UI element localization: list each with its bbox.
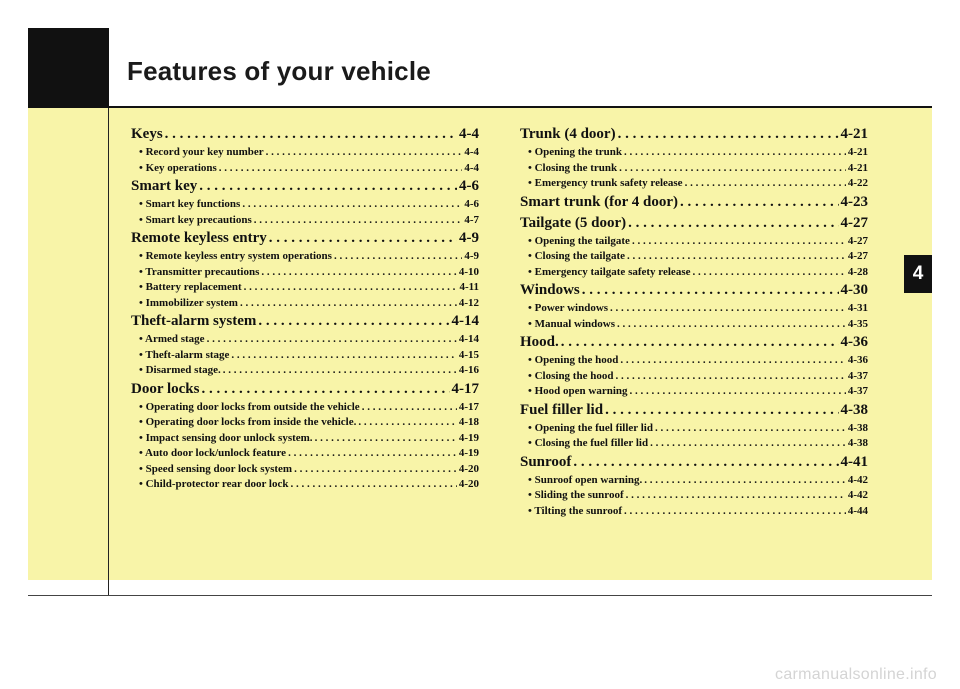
dot-leader [266,145,463,161]
toc-entry-title: Smart trunk (for 4 door) [520,193,679,210]
toc-entry[interactable] [131,228,479,249]
toc-subentry[interactable] [520,384,868,400]
toc-subentry[interactable] [520,504,868,520]
toc-subentry-page: 4-44 [847,504,868,517]
toc-entry-title: Trunk (4 door) [520,126,616,142]
toc-subentries [520,234,868,281]
toc-subentry-title: • Immobilizer system [139,296,238,309]
toc-subentry-title: • Power windows [528,302,609,314]
toc-subentry-title: • Sliding the sunroof [528,489,624,501]
toc-subentry-title: • Operating door locks from outside the vehicle [139,400,360,413]
dot-leader [624,504,846,520]
toc-subentry-page: 4-19 [458,431,479,444]
toc-entry[interactable] [520,332,868,353]
toc-subentry-page: 4-20 [458,478,479,490]
toc-subentries [131,332,479,379]
toc-entry-title: Theft-alarm system [131,313,257,329]
toc-subentry[interactable] [520,421,868,437]
toc-subentry-page: 4-22 [847,177,868,189]
toc-subentry[interactable] [131,197,479,213]
dot-leader [692,265,845,281]
toc-subentries [520,473,868,520]
toc-entry-title: Remote keyless entry [131,230,267,246]
toc-subentry-title: • Theft-alarm stage [139,348,230,361]
toc-subentry-page: 4-17 [458,400,479,413]
toc-subentry-title: • Closing the hood [528,369,614,382]
chapter-header-block [28,28,109,108]
toc-entry[interactable] [520,452,868,473]
toc-subentry[interactable] [131,213,479,229]
toc-subentry-title: • Smart key precautions [139,213,252,226]
toc-entry[interactable] [520,124,868,145]
toc-subentry-title: • Tilting the sunroof [528,504,623,517]
toc-entry-page: 4-38 [840,401,868,418]
dot-leader [620,353,845,369]
toc-entry-page: 4-21 [840,126,868,142]
toc-subentry[interactable] [131,249,479,265]
toc-subentry-page: 4-16 [458,364,479,376]
toc-subentry-page: 4-7 [464,213,479,226]
toc-subentry-title: • Opening the trunk [528,146,623,158]
toc-subentry[interactable] [520,436,868,452]
toc-entry[interactable] [520,400,868,421]
toc-subentry[interactable] [131,363,479,379]
toc-section [520,332,868,400]
dot-leader [223,363,457,379]
dot-leader [627,249,846,265]
toc-subentry-title: • Auto door lock/unlock feature [139,447,287,459]
toc-subentry-title: • Opening the hood [528,354,619,366]
toc-subentries [131,145,479,176]
dot-leader [632,234,846,250]
toc-entry-page: 4-36 [840,334,868,350]
toc-subentries [520,421,868,452]
toc-subentries [131,249,479,311]
toc-subentry-title: • Smart key functions [139,198,241,210]
toc-entry-title: Fuel filler lid [520,401,604,418]
dot-leader [685,176,846,192]
toc-subentry-page: 4-28 [847,265,868,278]
toc-subentry[interactable] [131,400,479,416]
dot-leader [605,400,838,421]
toc-subentry[interactable] [520,301,868,317]
toc-subentries [520,353,868,400]
dot-leader [261,265,456,281]
toc-subentry-page: 4-12 [458,296,479,309]
toc-subentry-page: 4-37 [847,385,868,397]
toc-subentry-title: • Operating door locks from inside the vehicle. [139,416,357,428]
toc-subentry-title: • Closing the tailgate [528,250,626,262]
toc-subentry[interactable] [131,446,479,462]
toc-subentry-page: 4-42 [847,489,868,501]
toc-subentry[interactable] [131,431,479,447]
toc-subentry[interactable] [520,234,868,250]
toc-subentry-title: • Battery replacement [139,281,242,293]
toc-subentry-page: 4-27 [847,234,868,247]
toc-subentry-title: • Opening the tailgate [528,234,630,247]
dot-leader [650,436,846,452]
toc-subentry[interactable] [520,176,868,192]
toc-entry-title: Hood. [520,334,559,350]
toc-subentry-title: • Key operations [139,161,217,174]
toc-subentry[interactable] [131,332,479,348]
page-title: Features of your vehicle [127,56,431,86]
toc-left-column [131,124,479,493]
toc-subentry-title: • Emergency trunk safety release [528,177,683,189]
dot-leader [358,415,457,431]
watermark: carmanualsonline.info [775,666,937,683]
dot-leader [254,213,463,229]
toc-subentry[interactable] [131,265,479,281]
toc-section [520,400,868,452]
toc-section [520,124,868,192]
toc-subentry[interactable] [520,317,868,333]
toc-subentry-title: • Manual windows [528,317,615,330]
toc-entry-title: Door locks [131,380,200,397]
toc-subentry-page: 4-4 [464,146,479,158]
dot-leader [615,369,845,385]
toc-subentry-page: 4-38 [847,437,868,449]
toc-subentry-title: • Disarmed stage. [139,364,221,376]
dot-leader [294,462,457,478]
dot-leader [655,421,846,437]
toc-entry-title: Sunroof [520,453,572,470]
dot-leader [617,317,846,333]
toc-subentry-page: 4-37 [847,369,868,382]
toc-subentry-page: 4-9 [464,250,479,262]
toc-subentry-page: 4-31 [847,302,868,314]
toc-section [131,228,479,311]
toc-entry-page: 4-9 [459,230,479,246]
toc-subentry-title: • Record your key number [139,146,264,158]
toc-subentry-title: • Armed stage [139,333,205,345]
dot-leader [269,228,457,249]
toc-entry[interactable] [520,192,868,213]
toc-entry[interactable] [131,124,479,145]
toc-subentry-page: 4-21 [847,146,868,158]
toc-entry-page: 4-23 [840,193,868,210]
toc-subentry-page: 4-10 [458,265,479,278]
toc-subentry[interactable] [520,161,868,177]
dot-leader [199,176,457,197]
toc-subentry[interactable] [131,462,479,478]
dot-leader [619,161,846,177]
toc-subentry-page: 4-18 [458,416,479,428]
dot-leader [240,296,457,312]
toc-subentry-title: • Speed sensing door lock system [139,462,293,475]
toc-subentry-page: 4-15 [458,348,479,361]
toc-subentry-page: 4-6 [464,198,479,210]
dot-leader [610,301,846,317]
toc-subentry-title: • Opening the fuel filler lid [528,421,653,434]
toc-subentry[interactable] [520,353,868,369]
toc-entry-page: 4-4 [459,126,479,142]
toc-subentry-page: 4-36 [847,354,868,366]
dot-leader [680,192,838,213]
toc-subentry-page: 4-21 [847,161,868,174]
dot-leader [207,332,457,348]
toc-subentry[interactable] [131,145,479,161]
dot-leader [219,161,463,177]
toc-subentry-title: • Sunroof open warning. [528,473,643,486]
toc-subentry[interactable] [520,265,868,281]
dot-leader [618,124,839,145]
toc-subentry-page: 4-14 [458,333,479,345]
margin-divider [108,108,109,596]
toc-subentries [131,400,479,493]
toc-subentry-title: • Emergency tailgate safety release [528,265,691,278]
dot-leader [165,124,457,145]
toc-subentry[interactable] [131,348,479,364]
dot-leader [628,213,838,234]
dot-leader [626,488,846,504]
toc-entry[interactable] [131,311,479,332]
toc-entry-title: Windows [520,282,580,298]
dot-leader [362,400,457,416]
dot-leader [630,384,846,400]
toc-subentry-title: • Hood open warning [528,385,628,397]
toc-subentry[interactable] [131,415,479,431]
dot-leader [244,280,458,296]
toc-section [131,124,479,176]
toc-entry-title: Keys [131,126,163,142]
toc-entry-page: 4-41 [840,453,868,470]
toc-subentry[interactable] [520,369,868,385]
dot-leader [334,249,462,265]
toc-section [131,311,479,379]
footer-rule [28,595,932,596]
dot-leader [624,145,846,161]
toc-entry-title: Tailgate (5 door) [520,214,627,231]
toc-subentry-page: 4-38 [847,421,868,434]
toc-subentries [520,301,868,332]
dot-leader [291,477,457,493]
toc-entry-page: 4-14 [451,313,479,329]
dot-leader [561,332,839,353]
toc-subentry-page: 4-11 [459,281,479,293]
toc-subentries [520,145,868,192]
toc-entry[interactable] [131,176,479,197]
toc-subentry-title: • Transmitter precautions [139,265,260,278]
dot-leader [231,348,456,364]
toc-subentry[interactable] [520,473,868,489]
dot-leader [201,379,449,400]
dot-leader [315,431,457,447]
toc-subentry-page: 4-42 [847,473,868,486]
toc-subentry[interactable] [520,488,868,504]
toc-section [131,379,479,493]
toc-section [520,192,868,213]
toc-subentry-page: 4-19 [458,447,479,459]
toc-entry-page: 4-27 [840,214,868,231]
toc-subentry[interactable] [520,249,868,265]
toc-entry-page: 4-6 [459,178,479,194]
toc-section [520,280,868,332]
toc-entry-page: 4-17 [451,380,479,397]
toc-subentry[interactable] [131,280,479,296]
dot-leader [573,452,838,473]
toc-entry[interactable] [131,379,479,400]
toc-entry[interactable] [520,213,868,234]
toc-subentry-title: • Closing the fuel filler lid [528,437,649,449]
toc-subentry-title: • Closing the trunk [528,161,618,174]
toc-subentry-title: • Child-protector rear door lock [139,478,289,490]
toc-subentry-page: 4-35 [847,317,868,330]
toc-subentry-title: • Remote keyless entry system operations [139,250,332,262]
toc-subentry-page: 4-27 [847,250,868,262]
toc-section [520,213,868,281]
toc-entry-page: 4-30 [840,282,868,298]
dot-leader [644,473,846,489]
dot-leader [258,311,449,332]
toc-subentry[interactable] [520,145,868,161]
toc-entry[interactable] [520,280,868,301]
toc-subentry[interactable] [131,161,479,177]
chapter-tab[interactable]: 4 [904,255,932,293]
toc-section [520,452,868,520]
toc-subentry-page: 4-4 [464,161,479,174]
toc-right-column [520,124,868,519]
dot-leader [242,197,462,213]
dot-leader [288,446,457,462]
toc-subentries [131,197,479,228]
toc-subentry[interactable] [131,296,479,312]
toc-subentry-title: • Impact sensing door unlock system. [139,431,313,444]
toc-entry-title: Smart key [131,178,198,194]
toc-subentry[interactable] [131,477,479,493]
toc-subentry-page: 4-20 [458,462,479,475]
toc-section [131,176,479,228]
dot-leader [582,280,839,301]
